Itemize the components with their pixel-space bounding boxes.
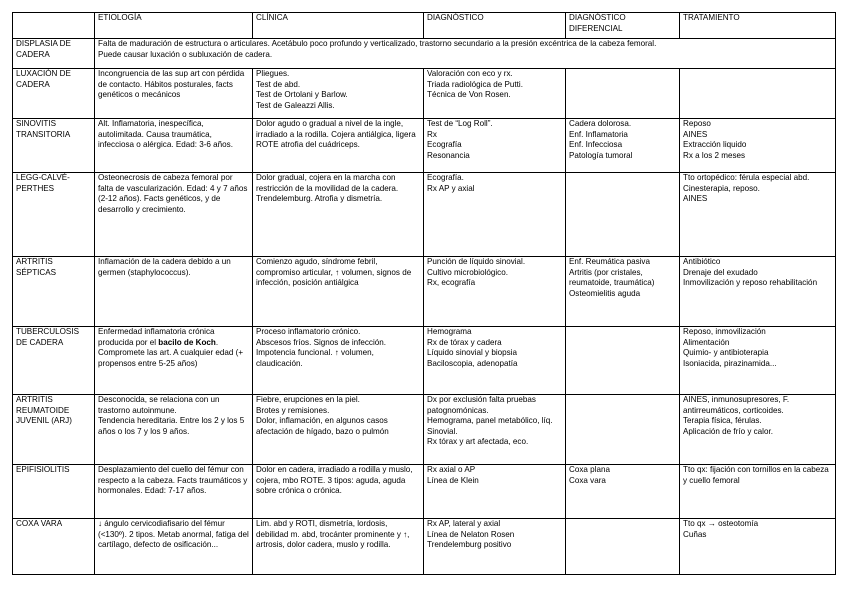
table-row [13, 69, 836, 119]
etiologia-cell: Inflamación de la cadera debido a un germen (staphylococcus). [95, 257, 253, 327]
tratamiento-cell: Antibiótico Drenaje del exudado Inmovilización y reposo rehabilitación [680, 257, 836, 327]
etiologia-cell [95, 327, 253, 395]
row-name-cell: ARTRITIS REUMATOIDE JUVENIL (ARJ) [13, 395, 95, 465]
pathology-table [12, 12, 836, 575]
header-cell-diagnostico-diferencial: DIAGNÓSTICO DIFERENCIAL [566, 13, 680, 39]
table-row [13, 173, 836, 257]
etiologia-cell: ↓ ángulo cervicodiafisario del fémur (<130º). 2 tipos. Metab anormal, fatiga del cartílago, defecto de osificación... [95, 519, 253, 575]
clinica-cell: Proceso inflamatorio crónico. Abscesos fríos. Signos de infección. Impotencia funcional. ↑ volumen, claudicación. [253, 327, 424, 395]
table-row [13, 327, 836, 395]
table-row [13, 519, 836, 575]
header-cell-clinica: CLÍNICA [253, 13, 424, 39]
tratamiento-cell: Tto ortopédico: férula especial abd. Cinesterapia, reposo. AINES [680, 173, 836, 257]
table-row [13, 395, 836, 465]
clinica-cell: Fiebre, erupciones en la piel. Brotes y remisiones. Dolor, inflamación, en algunos casos afectación de hígado, bazo o pulmón [253, 395, 424, 465]
table-row [13, 39, 836, 69]
bacilo-koch-text: bacilo de Koch [158, 337, 216, 347]
row-name-cell: LEGG-CALVÉ- PERTHES [13, 173, 95, 257]
header-cell-tratamiento: TRATAMIENTO [680, 13, 836, 39]
diferencial-cell [566, 69, 680, 119]
etiologia-cell: Incongruencia de las sup art con pérdida de contacto. Hábitos posturales, facts genéticos o mecánicos [95, 69, 253, 119]
document-page [12, 12, 836, 575]
diagnostico-cell: Rx axial o AP Línea de Klein [424, 465, 566, 519]
header-cell-etiologia: ETIOLOGÍA [95, 13, 253, 39]
tratamiento-cell: AINES, inmunosupresores, F. antirreumáticos, corticoides. Terapia física, férulas. Aplicación de frío y calor. [680, 395, 836, 465]
row-name-cell: DISPLASIA DE CADERA [13, 39, 95, 69]
diagnostico-cell: Hemograma Rx de tórax y cadera Líquido sinovial y biopsia Baciloscopia, adenopatía [424, 327, 566, 395]
row-name-cell: COXA VARA [13, 519, 95, 575]
diferencial-cell: Coxa plana Coxa vara [566, 465, 680, 519]
tratamiento-cell: Tto qx: fijación con tornillos en la cabeza y cuello femoral [680, 465, 836, 519]
tratamiento-cell: Reposo, inmovilización Alimentación Quimio- y antibioterapia Isoniacida, pirazinamida... [680, 327, 836, 395]
header-cell-name [13, 13, 95, 39]
etiologia-text: Enfermedad inflamatoria crónica producida por el [98, 327, 215, 347]
clinica-cell: Dolor agudo o gradual a nivel de la ingle, irradiado a la rodilla. Cojera antiálgica, ligera ROTE atrofia del cuádriceps. [253, 119, 424, 173]
etiologia-cell: Desplazamiento del cuello del fémur con respecto a la cabeza. Facts traumáticos y hormonales. Edad: 7-17 años. [95, 465, 253, 519]
table-row [13, 465, 836, 519]
row-name-cell: SINOVITIS TRANSITORIA [13, 119, 95, 173]
tratamiento-cell: Tto qx → osteotomía Cuñas [680, 519, 836, 575]
diferencial-cell [566, 395, 680, 465]
clinica-cell: Dolor gradual, cojera en la marcha con restricción de la movilidad de la cadera. Trendelemburg. Atrofia y dismetría. [253, 173, 424, 257]
diagnostico-cell: Dx por exclusión falta pruebas patognomónicas. Hemograma, panel metabólico, líq. Sinovial. Rx tórax y art afectada, eco. [424, 395, 566, 465]
clinica-cell: Pliegues. Test de abd. Test de Ortolani y Barlow. Test de Galeazzi Allis. [253, 69, 424, 119]
diagnostico-cell: Test de “Log Roll”. Rx Ecografía Resonancia [424, 119, 566, 173]
diferencial-cell: Cadera dolorosa. Enf. Inflamatoria Enf. Infecciosa Patología tumoral [566, 119, 680, 173]
clinica-cell: Comienzo agudo, síndrome febril, compromiso articular, ↑ volumen, signos de infección, posición antiálgica [253, 257, 424, 327]
diagnostico-cell: Valoración con eco y rx. Triada radiológica de Putti. Técnica de Von Rosen. [424, 69, 566, 119]
diferencial-cell [566, 173, 680, 257]
clinica-cell: Dolor en cadera, irradiado a rodilla y muslo, cojera, mbo ROTE. 3 tipos: aguda, aguda sobre crónica o crónica. [253, 465, 424, 519]
etiologia-cell: Osteonecrosis de cabeza femoral por falta de vascularización. Edad: 4 y 7 años (2-12 años). Facts genéticos, y de desarrollo y crecimiento. [95, 173, 253, 257]
row-name-cell: LUXACIÓN DE CADERA [13, 69, 95, 119]
diagnostico-cell: Punción de líquido sinovial. Cultivo microbiológico. Rx, ecografía [424, 257, 566, 327]
merged-description-cell: Falta de maduración de estructura o articulares. Acetábulo poco profundo y verticalizado, trastorno secundario a la presión excéntrica de la cabeza femoral. Puede causar luxación o subluxación de cadera. [95, 39, 836, 69]
etiologia-cell: Desconocida, se relaciona con un trastorno autoinmune. Tendencia hereditaria. Entre los 2 y los 5 años o los 7 y los 9 años. [95, 395, 253, 465]
diferencial-cell [566, 327, 680, 395]
etiologia-cell: Alt. Inflamatoria, inespecífica, autolimitada. Causa traumática, infecciosa o alérgica. Edad: 3-6 años. [95, 119, 253, 173]
header-row [13, 13, 836, 39]
row-name-cell: TUBERCULOSIS DE CADERA [13, 327, 95, 395]
clinica-cell: Lim. abd y ROTI, dismetría, lordosis, debilidad m. abd, trocánter prominente y ↑, artrosis, dolor cadera, muslo y rodilla. [253, 519, 424, 575]
diferencial-cell: Enf. Reumática pasiva Artritis (por cristales, reumatoide, traumática) Osteomielitis aguda [566, 257, 680, 327]
diferencial-cell [566, 519, 680, 575]
row-name-cell: ARTRITIS SÉPTICAS [13, 257, 95, 327]
header-cell-diagnostico: DIAGNÓSTICO [424, 13, 566, 39]
etiologia-text-tail: . Compromete las art. A cualquier edad (+ propensos entre 5-25 años) [98, 337, 244, 368]
tratamiento-cell [680, 69, 836, 119]
diagnostico-cell: Rx AP, lateral y axial Línea de Nelaton Rosen Trendelemburg positivo [424, 519, 566, 575]
row-name-cell: EPIFISIOLITIS [13, 465, 95, 519]
table-row [13, 119, 836, 173]
table-row [13, 257, 836, 327]
diagnostico-cell: Ecografía. Rx AP y axial [424, 173, 566, 257]
tratamiento-cell: Reposo AINES Extracción liquido Rx a los 2 meses [680, 119, 836, 173]
